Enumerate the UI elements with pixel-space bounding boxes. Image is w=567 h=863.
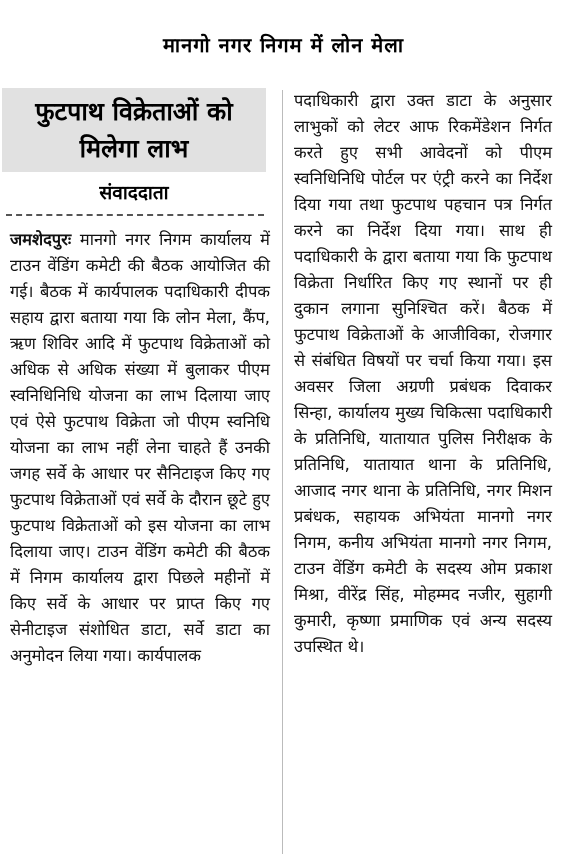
right-column-body: पदाधिकारी द्वारा उक्त डाटा के अनुसार लाभुकों को लेटर आफ रिकमेंडेशन निर्गत करते हुए सभी आवेदनों को पीएम स्वनिधिनिधि पोर्टल पर एंट्री करने का निर्देश दिया गया तथा फुटपाथ पहचान पत्र निर्गत करने का निर्देश दिया गया। साथ ही पदाधिकारी के द्वारा बताया गया कि फुटपाथ विक्रेता निर्धारित किए गए स्थानों पर ही दुकान लगाना सुनिश्चित करें। बैठक में फुटपाथ विक्रेताओं के आजीविका, रोजगार से संबंधित विषयों पर चर्चा किया गया। इस अवसर जिला अग्रणी प्रबंधक दिवाकर सिन्हा, कार्यालय मुख्य चिकित्सा पदाधिकारी के प्रतिनिधि, यातायात पुलिस निरीक्षक के प्रतिनिधि, यातायात थाना के प्रतिनिधि, आजाद नगर थाना के प्रतिनिधि, नगर मिशन प्रबंधक, सहायक अभियंता मानगो नगर निगम, कनीय अभियंता मानगो नगर निगम, टाउन वेंडिंग कमेटी के सदस्य ओम प्रकाश मिश्रा, वीरेंद्र सिंह, मोहम्मद नजीर, सुहागी कुमारी, कृष्णा प्रमाणिक एवं अन्य सदस्य उपस्थित थे। bbox=[294, 91, 552, 656]
byline-divider bbox=[6, 214, 264, 216]
headline: मानगो नगर निगम में लोन मेला bbox=[162, 32, 405, 57]
article-column-right bbox=[294, 88, 552, 660]
article-column-left bbox=[10, 227, 270, 669]
subheadline-line-1: फुटपाथ विक्रेताओं को bbox=[35, 97, 233, 126]
subheadline-box bbox=[2, 88, 266, 172]
subheadline-line-2: मिलेगा लाभ bbox=[79, 134, 189, 163]
left-column-paragraph bbox=[10, 227, 270, 669]
dateline: जमशेदपुरः bbox=[10, 230, 72, 249]
byline: संवाददाता bbox=[99, 182, 169, 204]
left-column-body: मानगो नगर निगम कार्यालय में टाउन वेंडिंग कमेटी की बैठक आयोजित की गई। बैठक में कार्यपालक पदाधिकारी दीपक सहाय द्वारा बताया गया कि लोन मेला, कैंप, ऋण शिविर आदि में फुटपाथ विक्रेताओं को अधिक से अधिक संख्या में बुलाकर पीएम स्वनिधिनिधि योजना का लाभ दिलाया जाए एवं ऐसे फुटपाथ विक्रेता जो पीएम स्वनिधि योजना का लाभ नहीं लेना चाहते हैं उनकी जगह सर्वे के आधार पर सैनिटाइज किए गए फुटपाथ विक्रेताओं एवं सर्वे के दौरान छूटे हुए फुटपाथ विक्रेताओं को इस योजना का लाभ दिलाया जाए। टाउन वेंडिंग कमेटी की बैठक में निगम कार्यालय द्वारा पिछले महीनों में किए सर्वे के आधार पर प्राप्त किए गए सेनीटाइज संशोधित डाटा, सर्वे डाटा का अनुमोदन लिया गया। कार्यपालक bbox=[10, 230, 270, 665]
column-divider bbox=[282, 90, 283, 854]
